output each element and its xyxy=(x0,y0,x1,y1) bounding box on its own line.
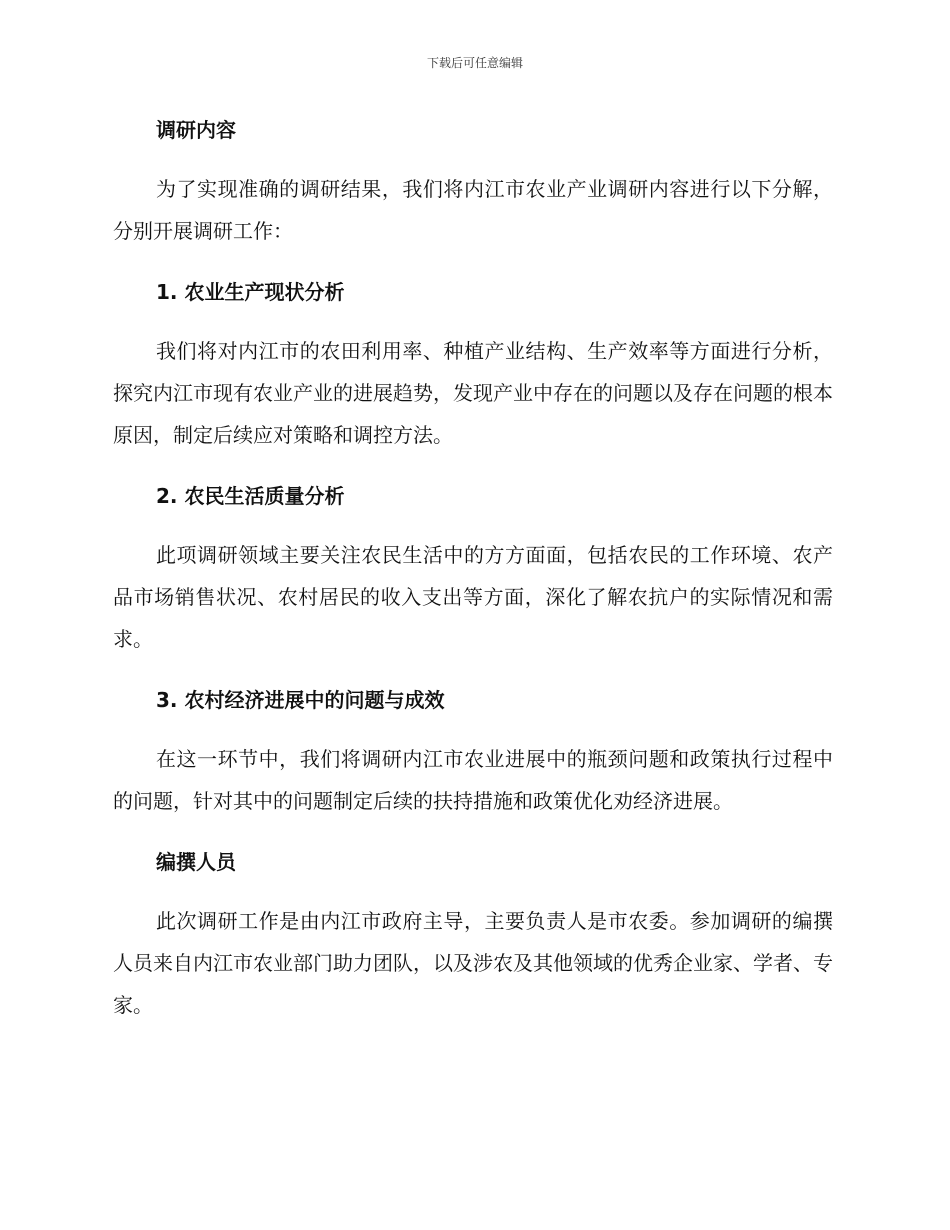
authors-body: 此次调研工作是由内江市政府主导，主要负责人是市农委。参加调研的编撰人员来自内江市农业部门助力团队，以及涉农及其他领域的优秀企业家、学者、专家。 xyxy=(113,909,833,1017)
item1-body: 我们将对内江市的农田利用率、种植产业结构、生产效率等方面进行分析，探究内江市现有农业产业的进展趋势，发现产业中存在的问题以及存在问题的根本原因，制定后续应对策略和调控方法。 xyxy=(113,339,833,447)
item3-body: 在这一环节中，我们将调研内江市农业进展中的瓶颈问题和政策执行过程中的问题，针对其中的问题制定后续的扶持措施和政策优化劝经济进展。 xyxy=(113,747,833,813)
section-title-item1: 1. 农业生产现状分析 xyxy=(156,280,345,304)
page-header-note: 下载后可任意编辑 xyxy=(426,56,523,70)
research-content-intro: 为了实现准确的调研结果，我们将内江市农业产业调研内容进行以下分解，分别开展调研工作： xyxy=(113,177,833,243)
section-title-item3: 3. 农村经济进展中的问题与成效 xyxy=(156,688,445,712)
item2-body: 此项调研领域主要关注农民生活中的方方面面，包括农民的工作环境、农产品市场销售状况、农村居民的收入支出等方面，深化了解农抗户的实际情况和需求。 xyxy=(113,543,833,651)
section-title-research-content: 调研内容 xyxy=(156,118,236,142)
section-title-item2: 2. 农民生活质量分析 xyxy=(156,484,345,508)
section-title-authors: 编撰人员 xyxy=(156,850,236,874)
document-body xyxy=(113,112,833,1026)
